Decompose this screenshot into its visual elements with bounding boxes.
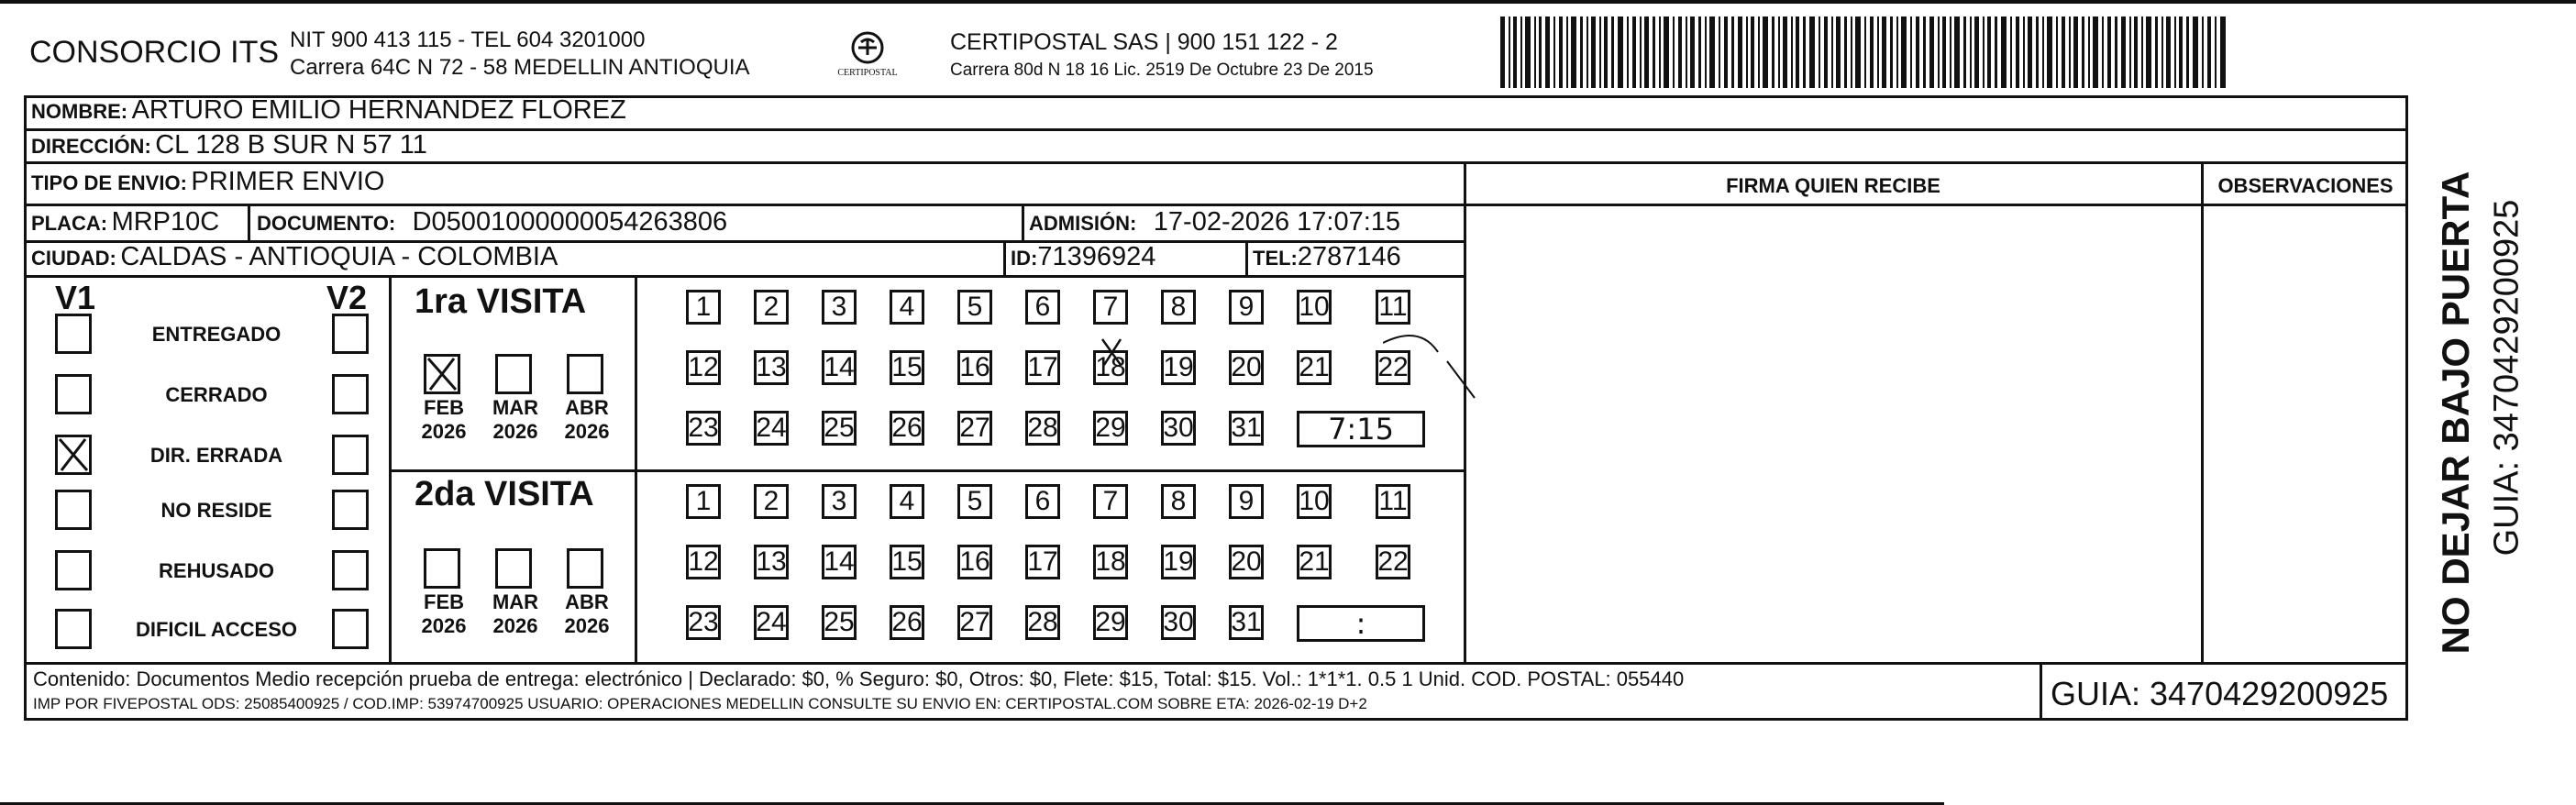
v2-checkbox[interactable] (332, 490, 369, 530)
top-edge-line (0, 0, 2576, 4)
day-box[interactable]: 30 (1161, 411, 1196, 446)
year-label: 2026 (564, 614, 610, 637)
reason-label: DIR. ERRADA (149, 444, 283, 467)
day-box[interactable]: 1 (686, 290, 721, 325)
documento-divider (1022, 204, 1024, 240)
carrier-license: Carrera 80d N 18 16 Lic. 2519 De Octubre 23 De 2015 (950, 61, 1374, 80)
day-box[interactable]: 10 (1297, 290, 1332, 325)
day-box[interactable]: 22 (1376, 545, 1410, 579)
footer-contenido: Contenido: Documentos Medio recepción prueba de entrega: electrónico | Declarado: $0, % Seguro: $0, Otros: $0, Flete: $15, Total: $15. Vol.: 1*1*1. 0.5 1 Unid. COD. POSTAL: 055440 (33, 667, 1685, 690)
day-box[interactable]: 6 (1025, 290, 1060, 325)
side-warning: NO DEJAR BAJO PUERTA (2434, 171, 2477, 655)
day-box[interactable]: 9 (1229, 290, 1264, 325)
day-box[interactable]: 26 (890, 605, 924, 640)
day-box[interactable]: 2 (754, 290, 789, 325)
day-box[interactable]: 28 (1025, 605, 1060, 640)
time-box[interactable]: : (1297, 605, 1425, 642)
day-box[interactable]: 18 (1093, 350, 1128, 385)
company-address: Carrera 64C N 72 - 58 MEDELLIN ANTIOQUIA (290, 55, 750, 80)
month-label: FEB (424, 396, 464, 419)
svg-text:CERTIPOSTAL: CERTIPOSTAL (837, 68, 898, 78)
day-box[interactable]: 8 (1161, 290, 1196, 325)
day-box[interactable]: 26 (890, 411, 924, 446)
footer-imp: IMP POR FIVEPOSTAL ODS: 25085400925 / COD.IMP: 53974700925 USUARIO: OPERACIONES MEDELLIN CONSULTE SU ENVIO EN: CERTIPOSTAL.COM SOBRE ETA: 2026-02-19 D+2 (33, 695, 1367, 712)
side-guia: GUIA: 3470429200925 (2487, 199, 2526, 557)
v2-header: V2 (326, 279, 368, 316)
day-box[interactable]: 16 (957, 545, 992, 579)
direccion-value: CL 128 B SUR N 57 11 (155, 130, 427, 160)
visit-divider (389, 469, 1465, 472)
day-box[interactable]: 20 (1229, 350, 1264, 385)
day-box[interactable]: 30 (1161, 605, 1196, 640)
reason-label: CERRADO (165, 383, 268, 406)
v1-checkbox[interactable] (55, 490, 92, 530)
v1-checkbox[interactable] (55, 314, 92, 354)
ciudad-label: CIUDAD: (31, 247, 116, 270)
day-box[interactable]: 7 (1093, 484, 1128, 519)
nombre-label: NOMBRE: (31, 100, 128, 123)
tel-value: 2787146 (1297, 242, 1401, 271)
firma-header: FIRMA QUIEN RECIBE (1726, 174, 1940, 197)
v1-checkbox[interactable] (55, 435, 92, 475)
nombre-field (31, 95, 626, 126)
reasons-divider (389, 275, 392, 662)
carrier-name: CERTIPOSTAL SAS | 900 151 122 - 2 (950, 29, 1338, 55)
v1-checkbox[interactable] (55, 609, 92, 649)
day-box[interactable]: 3 (822, 290, 857, 325)
id-field (1011, 242, 1155, 272)
day-box[interactable]: 15 (890, 545, 924, 579)
ciudad-divider (1003, 240, 1006, 275)
id-value: 71396924 (1037, 242, 1156, 271)
day-box[interactable]: 18 (1093, 545, 1128, 579)
day-box[interactable]: 11 (1376, 484, 1410, 519)
day-box[interactable]: 14 (822, 545, 857, 579)
tipo-envio-field (31, 167, 384, 197)
direccion-field (31, 130, 427, 160)
year-label: 2026 (564, 420, 610, 443)
reason-label: ENTREGADO (151, 323, 282, 346)
day-box[interactable]: 17 (1025, 350, 1060, 385)
v2-checkbox[interactable] (332, 609, 369, 649)
admision-field (1029, 207, 1400, 237)
day-box[interactable]: 23 (686, 605, 721, 640)
v1-checkbox[interactable] (55, 374, 92, 414)
nombre-value: ARTURO EMILIO HERNANDEZ FLOREZ (131, 95, 626, 125)
visit2-title: 2da VISITA (415, 475, 594, 513)
month-checkbox[interactable] (424, 354, 460, 394)
day-box[interactable]: 5 (957, 484, 992, 519)
placa-value: MRP10C (111, 207, 220, 237)
year-label: 2026 (421, 420, 467, 443)
month-checkbox[interactable] (424, 548, 460, 589)
day-box[interactable]: 21 (1297, 350, 1332, 385)
day-box[interactable]: 25 (822, 605, 857, 640)
observaciones-header: OBSERVACIONES (2217, 174, 2394, 197)
day-box[interactable]: 15 (890, 350, 924, 385)
day-box[interactable]: 17 (1025, 545, 1060, 579)
barcode (1500, 17, 2227, 88)
visit1-title: 1ra VISITA (415, 282, 587, 321)
ciudad-value: CALDAS - ANTIOQUIA - COLOMBIA (120, 242, 558, 271)
admision-label: ADMISIÓN: (1029, 212, 1137, 235)
day-box[interactable]: 13 (754, 545, 789, 579)
placa-field (31, 207, 219, 237)
v2-checkbox[interactable] (332, 374, 369, 414)
month-label: MAR (492, 590, 539, 613)
month-label: FEB (424, 590, 464, 613)
month-checkbox[interactable] (567, 548, 603, 589)
day-box[interactable]: 16 (957, 350, 992, 385)
year-label: 2026 (492, 614, 538, 637)
id-divider (1245, 240, 1248, 275)
v1-header: V1 (55, 279, 96, 316)
month-checkbox[interactable] (567, 354, 603, 394)
admision-value: 17-02-2026 17:07:15 (1153, 207, 1401, 237)
day-box[interactable]: 1 (686, 484, 721, 519)
day-box[interactable]: 2 (754, 484, 789, 519)
day-box[interactable]: 25 (822, 411, 857, 446)
day-box[interactable]: 24 (754, 605, 789, 640)
tel-label: TEL: (1253, 247, 1298, 270)
company-name: CONSORCIO ITS (29, 35, 280, 70)
day-box[interactable]: 4 (890, 484, 924, 519)
day-box[interactable]: 13 (754, 350, 789, 385)
day-box[interactable]: 4 (890, 290, 924, 325)
day-box[interactable]: 24 (754, 411, 789, 446)
day-mark (1093, 337, 1130, 379)
placa-divider (248, 204, 250, 240)
day-box[interactable]: 11 (1376, 290, 1410, 325)
day-box[interactable]: 27 (957, 605, 992, 640)
footer-guia-divider (2040, 662, 2042, 721)
day-box[interactable]: 19 (1161, 545, 1196, 579)
day-box[interactable]: 31 (1229, 411, 1264, 446)
reason-label: REHUSADO (159, 559, 274, 582)
month-label: MAR (492, 396, 539, 419)
direccion-label: DIRECCIÓN: (31, 135, 151, 158)
row-divider (24, 275, 1465, 278)
month-label: ABR (565, 590, 609, 613)
id-label: ID: (1011, 247, 1038, 270)
day-box[interactable]: 29 (1093, 605, 1128, 640)
day-box[interactable]: 19 (1161, 350, 1196, 385)
day-box[interactable]: 22 (1376, 350, 1410, 385)
year-label: 2026 (492, 420, 538, 443)
pen-stroke (1383, 325, 1493, 416)
day-box[interactable]: 12 (686, 350, 721, 385)
day-box[interactable]: 27 (957, 411, 992, 446)
day-box[interactable]: 31 (1229, 605, 1264, 640)
company-nit: NIT 900 413 115 - TEL 604 3201000 (290, 28, 646, 52)
row-divider (24, 662, 2408, 665)
documento-value: D05001000000054263806 (412, 207, 728, 237)
observaciones-column-border (2201, 161, 2204, 662)
day-box[interactable]: 29 (1093, 411, 1128, 446)
placa-label: PLACA: (31, 212, 108, 235)
column-header-divider (1464, 204, 2408, 206)
year-label: 2026 (421, 614, 467, 637)
day-box[interactable]: 23 (686, 411, 721, 446)
month-checkbox[interactable] (495, 548, 532, 589)
reason-label: NO RESIDE (160, 499, 272, 522)
row-divider (24, 161, 2408, 164)
day-box[interactable]: 6 (1025, 484, 1060, 519)
day-box[interactable]: 14 (822, 350, 857, 385)
tipo-envio-value: PRIMER ENVIO (191, 167, 385, 196)
day-box[interactable]: 3 (822, 484, 857, 519)
months-divider (635, 275, 637, 662)
time-box[interactable]: 7:15 (1297, 411, 1425, 447)
v1-checkbox[interactable] (55, 550, 92, 590)
tipo-envio-label: TIPO DE ENVIO: (31, 171, 187, 194)
day-box[interactable]: 10 (1297, 484, 1332, 519)
reason-label: DIFICIL ACCESO (135, 618, 297, 641)
month-label: ABR (565, 396, 609, 419)
day-box[interactable]: 21 (1297, 545, 1332, 579)
documento-label: DOCUMENTO: (257, 212, 396, 235)
footer-guia: GUIA: 3470429200925 (2051, 675, 2389, 712)
documento-field (257, 207, 727, 237)
day-box[interactable]: 12 (686, 545, 721, 579)
ciudad-field (31, 242, 558, 272)
v2-checkbox[interactable] (332, 435, 369, 475)
day-box[interactable]: 7 (1093, 290, 1128, 325)
day-box[interactable]: 28 (1025, 411, 1060, 446)
day-box[interactable]: 20 (1229, 545, 1264, 579)
certipostal-logo (831, 28, 904, 86)
day-box[interactable]: 9 (1229, 484, 1264, 519)
v2-checkbox[interactable] (332, 314, 369, 354)
day-box[interactable]: 8 (1161, 484, 1196, 519)
tel-field (1253, 242, 1401, 272)
day-box[interactable]: 5 (957, 290, 992, 325)
v2-checkbox[interactable] (332, 550, 369, 590)
month-checkbox[interactable] (495, 354, 532, 394)
